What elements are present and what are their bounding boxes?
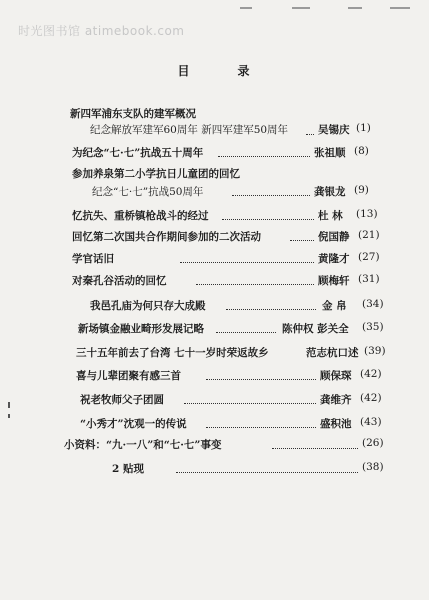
leader-dots (180, 262, 314, 263)
entry-author: 盛积池 (320, 418, 352, 430)
title-right-char: 录 (237, 64, 252, 78)
entry-page: (27) (358, 251, 380, 263)
entry-author: 杜 林 (318, 210, 343, 222)
scan-artifact (8, 414, 10, 418)
entry-page: (31) (358, 273, 380, 285)
leader-dots (218, 156, 310, 157)
leader-dots (206, 427, 316, 428)
leader-dots (272, 448, 358, 449)
entry-title: 回忆第二次国共合作期间参加的二次活动 (72, 231, 261, 243)
entry-author: 陈仲权 彭关全 (282, 323, 349, 335)
entry-subtitle: 纪念解放军建军60周年 新四军建军50周年 (90, 124, 289, 136)
entry-page: (1) (356, 122, 371, 134)
entry-page: (43) (360, 416, 382, 428)
entry-page: (34) (362, 298, 384, 310)
entry-author: 龚维齐 (320, 394, 352, 406)
entry-page: (42) (360, 368, 382, 380)
scan-artifact (8, 402, 10, 408)
entry-title: 对秦孔谷活动的回忆 (72, 275, 167, 287)
entry-page: (13) (356, 208, 378, 220)
entry-page: (42) (360, 392, 382, 404)
title-left-char: 目 (177, 64, 192, 78)
entry-title: 参加养泉第二小学抗日儿童团的回忆 (72, 168, 240, 180)
entry-title: 2 贴现 (112, 463, 144, 475)
entry-author: 倪国静 (318, 231, 350, 243)
entry-subtitle: 纪念“七·七”抗战50周年 (92, 186, 204, 198)
entry-title: 我邑孔庙为何只存大成殿 (90, 300, 206, 312)
entry-author: 范志杭口述 (306, 347, 359, 359)
leader-dots (232, 195, 310, 196)
entry-title: 忆抗失、重桥镇枪战斗的经过 (72, 210, 209, 222)
leader-dots (216, 332, 276, 333)
page-title (0, 62, 429, 79)
leader-dots (222, 219, 314, 220)
entry-title: 新场镇金融业畸形发展记略 (78, 323, 204, 335)
leader-dots (184, 403, 316, 404)
entry-author: 张祖顺 (314, 147, 346, 159)
entry-page: (39) (364, 345, 386, 357)
entry-title: 三十五年前去了台湾 七十一岁时荣返故乡 (76, 347, 269, 359)
leader-dots (306, 134, 314, 135)
leader-dots (196, 284, 314, 285)
leader-dots (206, 379, 316, 380)
entry-author: 吴锡庆 (318, 124, 350, 136)
entry-title: “小秀才”沈观一的传说 (80, 418, 187, 430)
entry-title: 小资料：“九·一八”和“七·七”事变 (64, 439, 222, 451)
entry-author: 黄隆才 (318, 253, 350, 265)
leader-dots (176, 472, 358, 473)
entry-title: 喜与儿辈团聚有感三首 (76, 370, 181, 382)
entry-page: (21) (358, 229, 380, 241)
entry-title: 学官话旧 (72, 253, 114, 265)
entry-page: (26) (362, 437, 384, 449)
entry-title: 祝老牧师父子团圆 (80, 394, 164, 406)
entry-page: (35) (362, 321, 384, 333)
top-edge-marks (240, 7, 429, 11)
entry-author: 龚银龙 (314, 186, 346, 198)
entry-title: 为纪念“七·七”抗战五十周年 (72, 147, 204, 159)
entry-page: (9) (354, 184, 369, 196)
entry-author: 顾梅轩 (318, 275, 350, 287)
entry-page: (38) (362, 461, 384, 473)
entry-author: 金 帛 (322, 300, 347, 312)
watermark-text: 时光图书馆 atimebook.com (18, 24, 185, 38)
leader-dots (226, 309, 316, 310)
entry-author: 顾保琛 (320, 370, 352, 382)
entry-title: 新四军浦东支队的建军概况 (70, 108, 196, 120)
leader-dots (290, 240, 314, 241)
entry-page: (8) (354, 145, 369, 157)
